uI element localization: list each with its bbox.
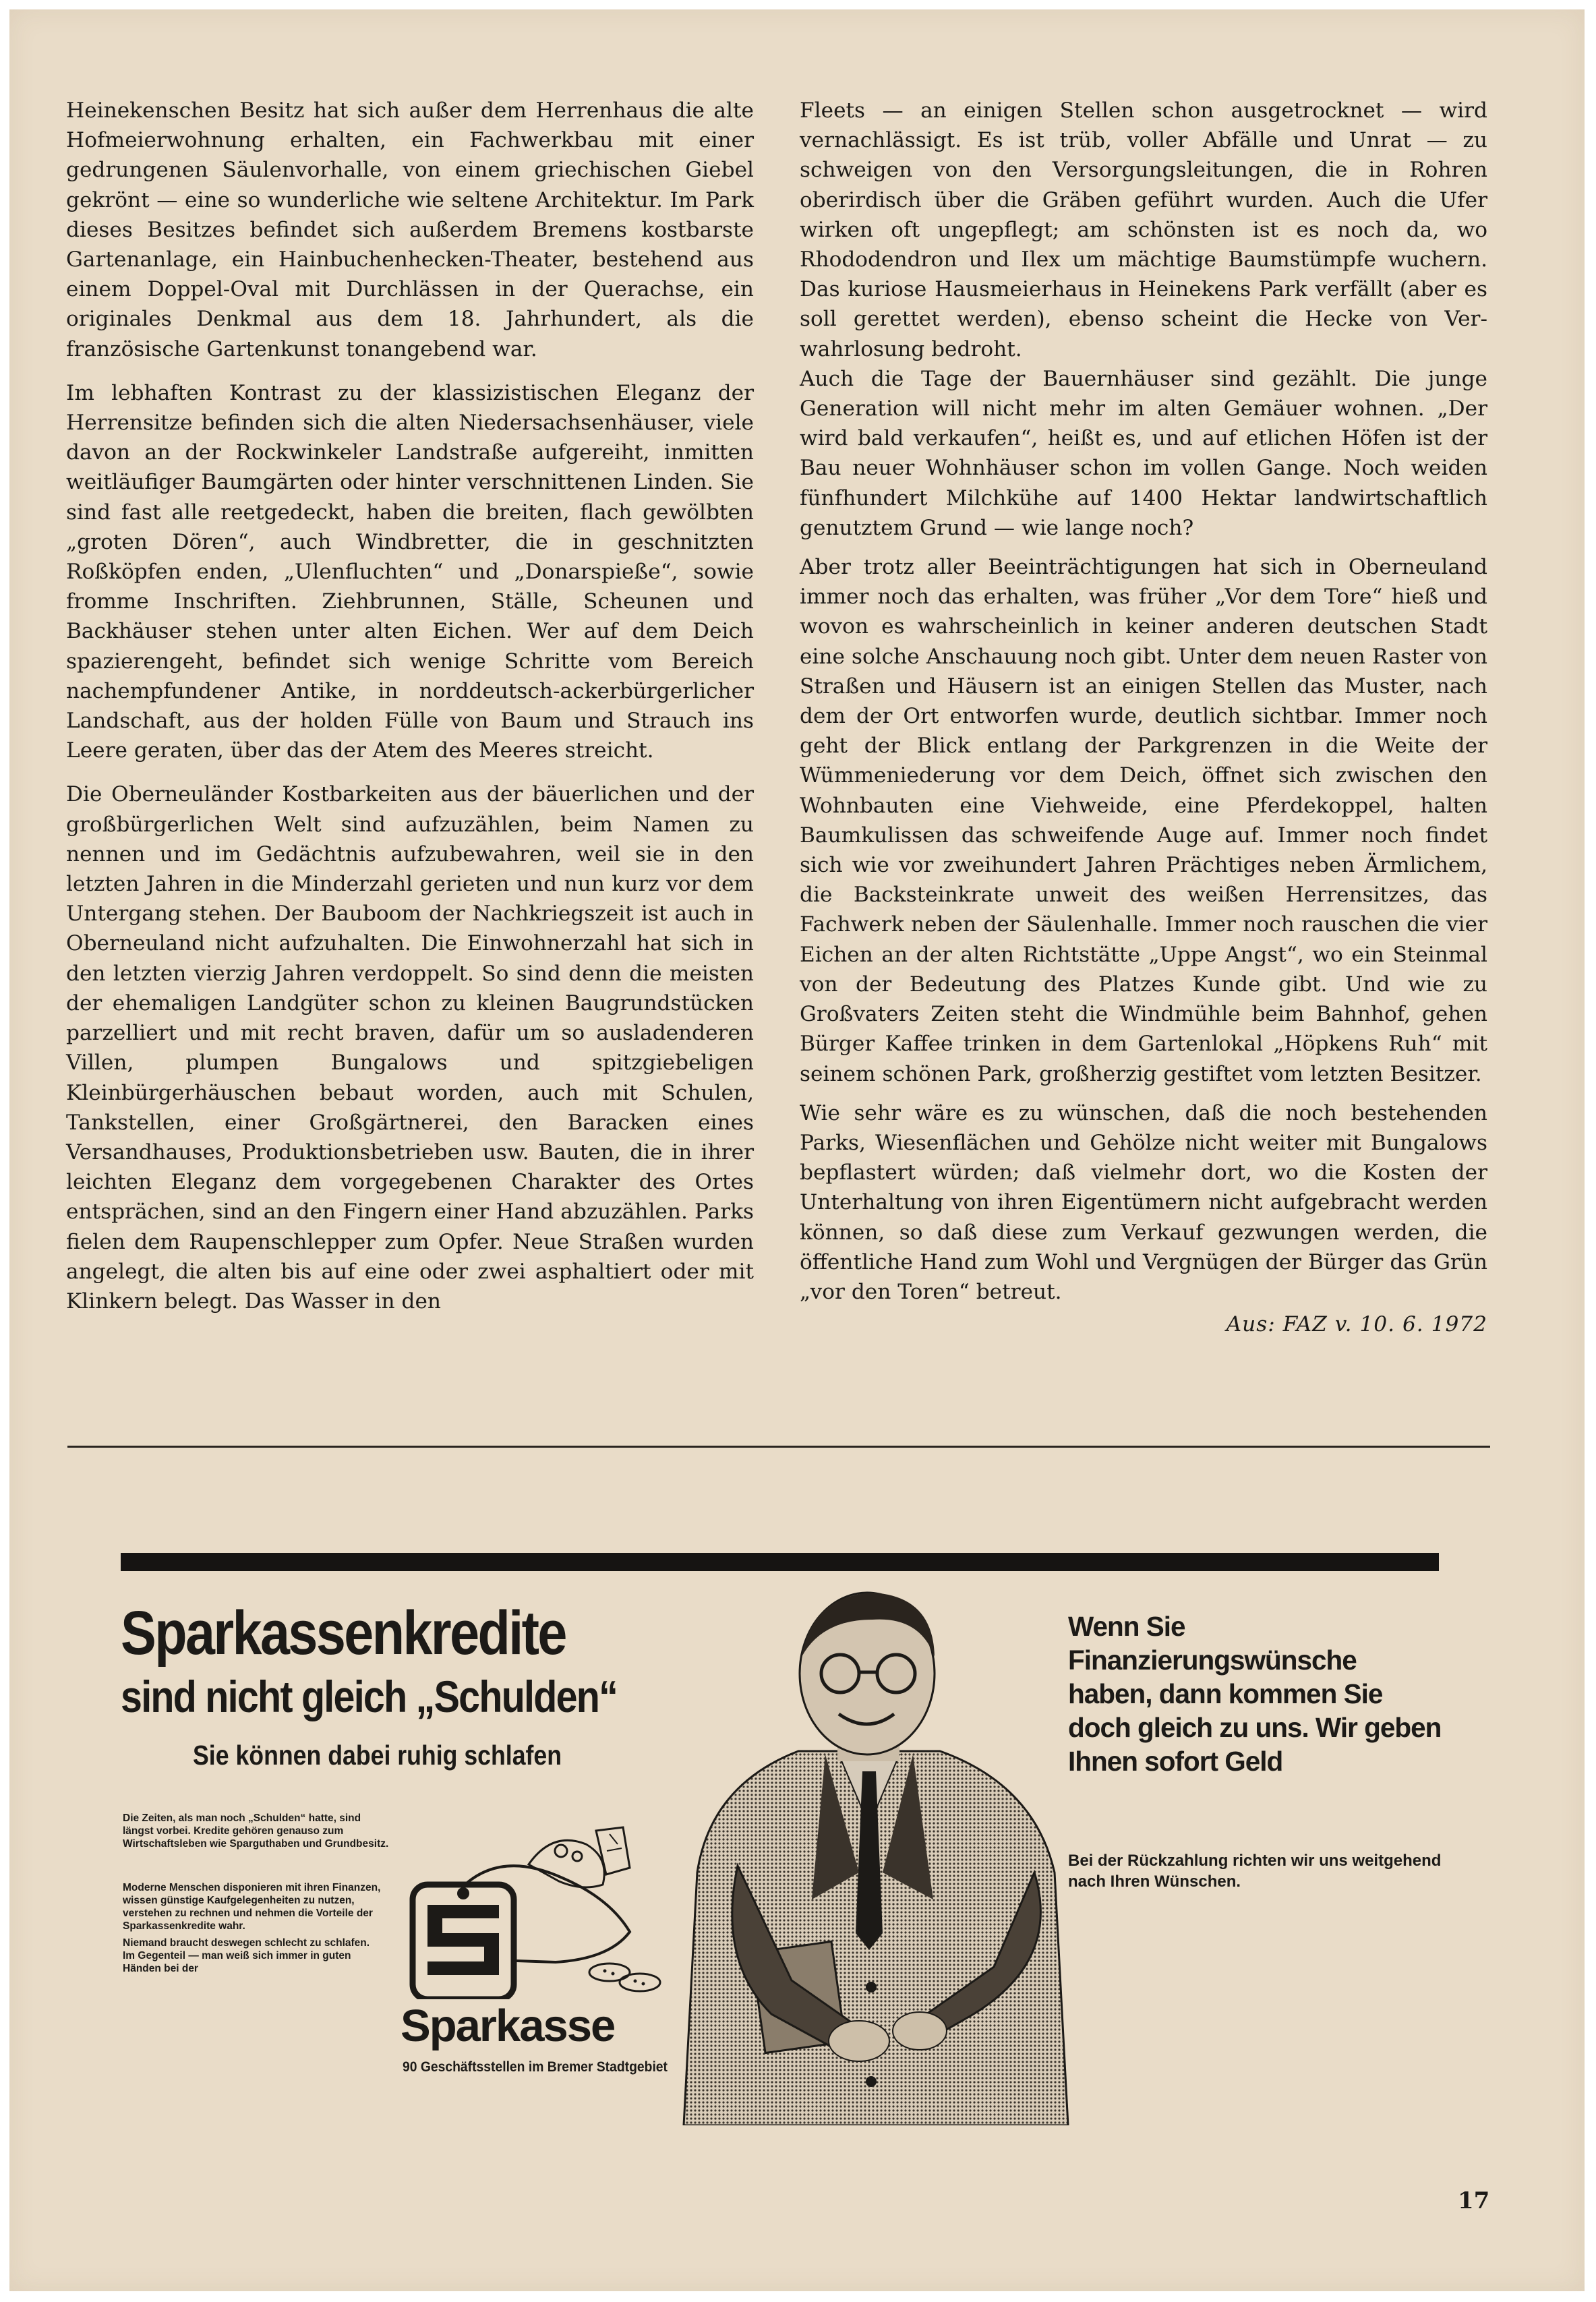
section-divider: [67, 1446, 1490, 1448]
ad-right-subtext: Bei der Rückzahlung richten wir uns weitgehend nach Ihren Wünschen.: [1068, 1852, 1442, 1891]
article-column-right: [800, 96, 1487, 1339]
ad-top-bar: [121, 1553, 1439, 1571]
article-paragraph: Heinekenschen Besitz hat sich außer dem Herrenhaus die alte Hofmeierwohnung erhalten, ein Fachwerkbau mit einer gedrungenen Säulenvorhalle, von einem griechischen Giebel gekrönt — eine so wunderliche wie seltene Architektur. Im Park dieses Besitzes befindet sich außerdem Bremens kostbarste Gartenanlage, ein Hainbuchenhecken-Theater, bestehend aus einem Doppel-Oval mit Durchlässen in der Querachse, ein originales Denkmal aus dem 18. Jahrhundert, als die französische Gartenkunst tonangebend war.: [66, 98, 754, 361]
ad-copy-paragraph: Niemand braucht deswegen schlecht zu schlafen. Im Gegenteil — man weiß sich immer in guten Händen bei der: [123, 1937, 370, 1974]
article-paragraph: Auch die Tage der Bauernhäuser sind gezählt. Die junge Generation will nicht mehr im alten Gemäuer wohnen. „Der wird bald verkaufen“, heißt es, und auf etlichen Höfen ist der Bau neuer Wohnhäuser schon im vollen Gange. Noch weiden fünfhundert Milchkühe auf 1400 Hektar landwirtschaftlich genutztem Grund — wie lange noch?: [800, 366, 1487, 540]
article-paragraph: Im lebhaften Kontrast zu der klassizistischen Eleganz der Herrensitze befinden sich die alten Niedersachsenhäuser, viele davon an der Rockwinkeler Landstraße aufgereiht, inmitten weitläufiger Baumgärten oder hinter verschnittenen Linden. Sie sind fast alle reetgedeckt, haben die breiten, flach gewölbten „groten Dören“, auch Windbretter, die in geschnitzten Roßköpfen enden, „Ulenfluchten“ und „Donarspieße“, sowie fromme Inschriften. Ziehbrunnen, Ställe, Scheunen und Backhäuser stehen unter alten Eichen. Wer auf dem Deich spazierengeht, befindet sich wenige Schritte vom Bereich nachempfundener Antike, in norddeutsch-ackerbürgerlicher Landschaft, aus der holden Fülle von Baum und Strauch ins Leere geraten, über das der Atem des Meeres streicht.: [66, 380, 754, 763]
ad-right-headline: Wenn Sie Finanzierungswünsche haben, dann kommen Sie doch gleich zu uns. Wir geben Ihnen sofort Geld: [1068, 1611, 1442, 1777]
page-number: 17: [1458, 2187, 1490, 2214]
ad-branches-line: 90 Geschäftsstellen im Bremer Stadtgebiet: [403, 2059, 668, 2075]
ad-subheadline: Sie können dabei ruhig schlafen: [193, 1740, 562, 1771]
sparkasse-advertisement: [111, 1545, 1442, 2125]
businessman-photo: [657, 1583, 1095, 2125]
ad-copy-paragraph: Moderne Menschen disponieren mit ihren Finanzen, wissen günstige Kaufgelegenheiten zu nutzen, verstehen zu rechnen und nehmen die Vorteile der Sparkassenkredite wahr.: [123, 1882, 381, 1932]
ad-headline: Sparkassenkredite: [121, 1599, 566, 1668]
article-paragraph: Wie sehr wäre es zu wünschen, daß die noch bestehenden Parks, Wiesenflächen und Gehölze nicht weiter mit Bungalows bepflastert würden; daß vielmehr dort, wo die Kosten der Unterhaltung von ihren Eigentümern nicht aufgebracht werden können, so daß diese zum Verkauf gezwungen werden, die öffentliche Hand zum Wohl und Vergnügen der Bürger das Grün „vor den Toren“ betreut.: [800, 1100, 1487, 1304]
ad-headline-secondary: sind nicht gleich „Schulden“: [121, 1672, 618, 1721]
magazine-page: [9, 9, 1585, 2291]
article-paragraph: Aber trotz aller Beeinträchtigungen hat sich in Oberneuland immer noch das erhalten, was früher „Vor dem Tore“ hieß und wovon es wahrscheinlich in keiner anderen deutschen Stadt eine solche Anschauung noch gibt. Unter dem neuen Raster von Straßen und Häusern ist an einigen Stellen das Muster, nach dem der Ort entworfen wurde, deutlich sichtbar. Immer noch geht der Blick entlang der Parkgrenzen in die Weite der Wümmeniederung vor dem Deich, öffnet sich zwischen den Wohnbauten eine Viehweide, eine Pferdekoppel, halten Baumkulissen das schweifende Auge auf. Immer noch findet sich wie vor zweihundert Jahren Prächtiges neben Ärmlichem, die Backsteinkrate unweit des weißen Herrensitzes, das Fachwerk neben der Säulenhalle. Immer noch rauschen die vier Eichen an der alten Richtstätte „Uppe Angst“, wo ein Steinmal von der Bedeutung des Platzes Kunde gibt. Und wie zu Großvaters Zeiten steht die Windmühle beim Bahnhof, gehen Bürger Kaffee trinken in dem Gartenlokal „Höpkens Ruh“ mit seinem schönen Park, großherzig gestiftet vom letzten Besitzer.: [800, 555, 1487, 1086]
ad-copy-paragraph: Die Zeiten, als man noch „Schulden“ hatte, sind längst vorbei. Kredite gehören genauso zum Wirtschaftsleben wie Sparguthaben und Grundbesitz.: [123, 1812, 389, 1850]
sparkasse-logo-sleeping-icon: [407, 1804, 677, 1999]
article-paragraph: Fleets — an einigen Stellen schon ausgetrocknet — wird vernachlässigt. Es ist trüb, voller Abfälle und Unrat — zu schweigen von den Versorgungsleitungen, die in Rohren oberirdisch über die Gräben geführt wurden. Auch die Ufer wirken oft ungepflegt; am schönsten ist es noch da, wo Rhododendron und Ilex um mächtige Baumstümpfe wuchern. Das kuriose Hausmeierhaus in Heinekens Park verfällt (aber es soll gerettet werden), ebenso scheint die Hecke von Verwahrlosung bedroht.: [800, 98, 1487, 361]
article-paragraph: Die Oberneuländer Kostbarkeiten aus der bäuerlichen und der großbürgerlichen Welt sind aufzuzählen, beim Namen zu nennen und im Gedächtnis aufzubewahren, weil sie in den letzten Jahren in die Minderzahl gerieten und nun kurz vor dem Untergang stehen. Der Bauboom der Nachkriegszeit ist auch in Oberneuland nicht aufzuhalten. Die Einwohnerzahl hat sich in den letzten vierzig Jahren verdoppelt. So sind denn die meisten der ehemaligen Landgüter schon zu kleinen Baugrundstücken parzelliert und mit recht braven, dafür um so ausladenderen Villen, plumpen Bungalows und spitzgiebeligen Kleinbürgerhäuschen bebaut worden, auch mit Schulen, Tankstellen, einer Großgärtnerei, den Baracken eines Versandhauses, Produktionsbetrieben usw. Bauten, die in ihrer leichten Eleganz dem vorgegebenen Charakter des Ortes entsprächen, sind an den Fingern einer Hand abzuzählen. Parks fielen dem Raupenschlepper zum Opfer. Neue Straßen wurden angelegt, die alten bis auf eine oder zwei asphaltiert oder mit Klinkern belegt. Das Wasser in den: [66, 782, 754, 1314]
article-source: Aus: FAZ v. 10. 6. 1972: [1226, 1312, 1487, 1337]
article-column-left: [66, 96, 754, 1316]
ad-brand-name: Sparkasse: [401, 2001, 615, 2051]
